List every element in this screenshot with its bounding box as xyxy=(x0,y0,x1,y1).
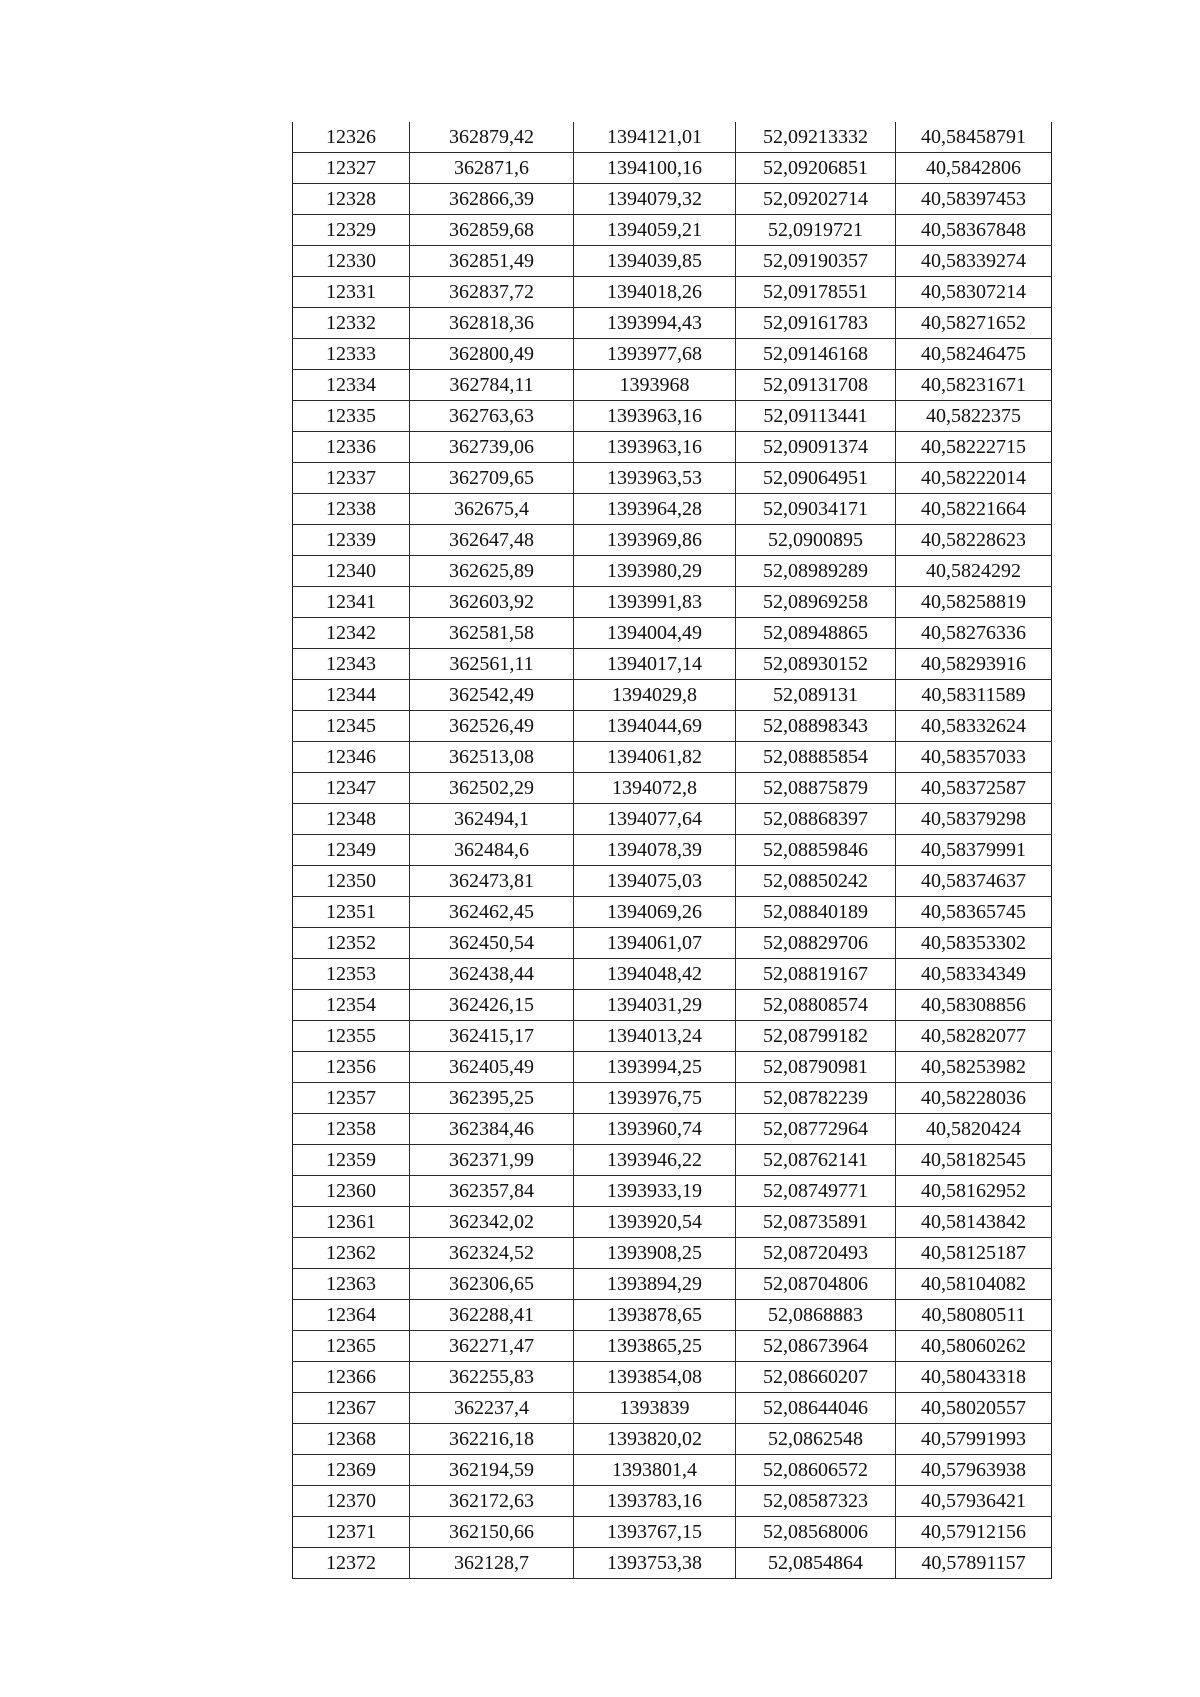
latitude-cell: 52,08790981 xyxy=(736,1052,896,1083)
table-row xyxy=(293,773,1052,804)
point-number-cell: 12350 xyxy=(293,866,410,897)
y-coordinate-cell: 1393801,4 xyxy=(574,1455,736,1486)
longitude-cell: 40,58458791 xyxy=(896,122,1052,153)
point-number-cell: 12346 xyxy=(293,742,410,773)
point-number-cell: 12357 xyxy=(293,1083,410,1114)
latitude-cell: 52,08720493 xyxy=(736,1238,896,1269)
longitude-cell: 40,5824292 xyxy=(896,556,1052,587)
latitude-cell: 52,09202714 xyxy=(736,184,896,215)
table-row xyxy=(293,525,1052,556)
point-number-cell: 12328 xyxy=(293,184,410,215)
point-number-cell: 12339 xyxy=(293,525,410,556)
y-coordinate-cell: 1393963,53 xyxy=(574,463,736,494)
latitude-cell: 52,09206851 xyxy=(736,153,896,184)
y-coordinate-cell: 1393865,25 xyxy=(574,1331,736,1362)
y-coordinate-cell: 1394100,16 xyxy=(574,153,736,184)
table-row xyxy=(293,1114,1052,1145)
longitude-cell: 40,58258819 xyxy=(896,587,1052,618)
table-row xyxy=(293,1362,1052,1393)
y-coordinate-cell: 1394069,26 xyxy=(574,897,736,928)
table-row xyxy=(293,153,1052,184)
latitude-cell: 52,0900895 xyxy=(736,525,896,556)
x-coordinate-cell: 362172,63 xyxy=(410,1486,574,1517)
x-coordinate-cell: 362818,36 xyxy=(410,308,574,339)
x-coordinate-cell: 362526,49 xyxy=(410,711,574,742)
x-coordinate-cell: 362603,92 xyxy=(410,587,574,618)
latitude-cell: 52,08799182 xyxy=(736,1021,896,1052)
y-coordinate-cell: 1393839 xyxy=(574,1393,736,1424)
x-coordinate-cell: 362542,49 xyxy=(410,680,574,711)
y-coordinate-cell: 1393980,29 xyxy=(574,556,736,587)
y-coordinate-cell: 1393767,15 xyxy=(574,1517,736,1548)
x-coordinate-cell: 362438,44 xyxy=(410,959,574,990)
longitude-cell: 40,5842806 xyxy=(896,153,1052,184)
y-coordinate-cell: 1393976,75 xyxy=(574,1083,736,1114)
latitude-cell: 52,08644046 xyxy=(736,1393,896,1424)
y-coordinate-cell: 1394061,82 xyxy=(574,742,736,773)
table-row xyxy=(293,1455,1052,1486)
longitude-cell: 40,58125187 xyxy=(896,1238,1052,1269)
longitude-cell: 40,58332624 xyxy=(896,711,1052,742)
longitude-cell: 40,5820424 xyxy=(896,1114,1052,1145)
y-coordinate-cell: 1394029,8 xyxy=(574,680,736,711)
table-row xyxy=(293,928,1052,959)
x-coordinate-cell: 362194,59 xyxy=(410,1455,574,1486)
y-coordinate-cell: 1394017,14 xyxy=(574,649,736,680)
x-coordinate-cell: 362150,66 xyxy=(410,1517,574,1548)
point-number-cell: 12348 xyxy=(293,804,410,835)
latitude-cell: 52,09113441 xyxy=(736,401,896,432)
point-number-cell: 12341 xyxy=(293,587,410,618)
y-coordinate-cell: 1393977,68 xyxy=(574,339,736,370)
latitude-cell: 52,08587323 xyxy=(736,1486,896,1517)
point-number-cell: 12330 xyxy=(293,246,410,277)
point-number-cell: 12370 xyxy=(293,1486,410,1517)
longitude-cell: 40,58162952 xyxy=(896,1176,1052,1207)
table-row xyxy=(293,1052,1052,1083)
latitude-cell: 52,08808574 xyxy=(736,990,896,1021)
table-row xyxy=(293,1393,1052,1424)
longitude-cell: 40,58365745 xyxy=(896,897,1052,928)
table-row xyxy=(293,370,1052,401)
y-coordinate-cell: 1393783,16 xyxy=(574,1486,736,1517)
x-coordinate-cell: 362859,68 xyxy=(410,215,574,246)
y-coordinate-cell: 1393963,16 xyxy=(574,432,736,463)
y-coordinate-cell: 1393908,25 xyxy=(574,1238,736,1269)
latitude-cell: 52,08660207 xyxy=(736,1362,896,1393)
table-row xyxy=(293,1548,1052,1579)
point-number-cell: 12356 xyxy=(293,1052,410,1083)
latitude-cell: 52,08606572 xyxy=(736,1455,896,1486)
point-number-cell: 12331 xyxy=(293,277,410,308)
y-coordinate-cell: 1393753,38 xyxy=(574,1548,736,1579)
x-coordinate-cell: 362384,46 xyxy=(410,1114,574,1145)
y-coordinate-cell: 1393968 xyxy=(574,370,736,401)
x-coordinate-cell: 362484,6 xyxy=(410,835,574,866)
point-number-cell: 12326 xyxy=(293,122,410,153)
x-coordinate-cell: 362324,52 xyxy=(410,1238,574,1269)
latitude-cell: 52,08850242 xyxy=(736,866,896,897)
latitude-cell: 52,08989289 xyxy=(736,556,896,587)
point-number-cell: 12362 xyxy=(293,1238,410,1269)
x-coordinate-cell: 362851,49 xyxy=(410,246,574,277)
x-coordinate-cell: 362879,42 xyxy=(410,122,574,153)
x-coordinate-cell: 362271,47 xyxy=(410,1331,574,1362)
latitude-cell: 52,09091374 xyxy=(736,432,896,463)
point-number-cell: 12353 xyxy=(293,959,410,990)
longitude-cell: 40,58311589 xyxy=(896,680,1052,711)
x-coordinate-cell: 362405,49 xyxy=(410,1052,574,1083)
latitude-cell: 52,09213332 xyxy=(736,122,896,153)
point-number-cell: 12351 xyxy=(293,897,410,928)
point-number-cell: 12369 xyxy=(293,1455,410,1486)
longitude-cell: 40,58253982 xyxy=(896,1052,1052,1083)
point-number-cell: 12342 xyxy=(293,618,410,649)
y-coordinate-cell: 1394072,8 xyxy=(574,773,736,804)
table-row xyxy=(293,897,1052,928)
table-row xyxy=(293,308,1052,339)
table-row xyxy=(293,618,1052,649)
longitude-cell: 40,58339274 xyxy=(896,246,1052,277)
longitude-cell: 40,58276336 xyxy=(896,618,1052,649)
x-coordinate-cell: 362306,65 xyxy=(410,1269,574,1300)
table-row xyxy=(293,184,1052,215)
point-number-cell: 12347 xyxy=(293,773,410,804)
latitude-cell: 52,08762141 xyxy=(736,1145,896,1176)
longitude-cell: 40,58367848 xyxy=(896,215,1052,246)
x-coordinate-cell: 362837,72 xyxy=(410,277,574,308)
latitude-cell: 52,09131708 xyxy=(736,370,896,401)
x-coordinate-cell: 362866,39 xyxy=(410,184,574,215)
x-coordinate-cell: 362581,58 xyxy=(410,618,574,649)
x-coordinate-cell: 362255,83 xyxy=(410,1362,574,1393)
y-coordinate-cell: 1393994,43 xyxy=(574,308,736,339)
longitude-cell: 40,58043318 xyxy=(896,1362,1052,1393)
y-coordinate-cell: 1393960,74 xyxy=(574,1114,736,1145)
y-coordinate-cell: 1394044,69 xyxy=(574,711,736,742)
x-coordinate-cell: 362237,4 xyxy=(410,1393,574,1424)
longitude-cell: 40,58228623 xyxy=(896,525,1052,556)
latitude-cell: 52,089131 xyxy=(736,680,896,711)
point-number-cell: 12332 xyxy=(293,308,410,339)
latitude-cell: 52,0868883 xyxy=(736,1300,896,1331)
x-coordinate-cell: 362450,54 xyxy=(410,928,574,959)
x-coordinate-cell: 362494,1 xyxy=(410,804,574,835)
point-number-cell: 12367 xyxy=(293,1393,410,1424)
x-coordinate-cell: 362288,41 xyxy=(410,1300,574,1331)
point-number-cell: 12340 xyxy=(293,556,410,587)
x-coordinate-cell: 362561,11 xyxy=(410,649,574,680)
point-number-cell: 12365 xyxy=(293,1331,410,1362)
latitude-cell: 52,08735891 xyxy=(736,1207,896,1238)
longitude-cell: 40,58104082 xyxy=(896,1269,1052,1300)
table-row xyxy=(293,587,1052,618)
y-coordinate-cell: 1393969,86 xyxy=(574,525,736,556)
longitude-cell: 40,58080511 xyxy=(896,1300,1052,1331)
point-number-cell: 12352 xyxy=(293,928,410,959)
y-coordinate-cell: 1393854,08 xyxy=(574,1362,736,1393)
longitude-cell: 40,58397453 xyxy=(896,184,1052,215)
table-row xyxy=(293,215,1052,246)
latitude-cell: 52,09190357 xyxy=(736,246,896,277)
coordinates-table xyxy=(292,122,1052,1579)
table-row xyxy=(293,1207,1052,1238)
point-number-cell: 12360 xyxy=(293,1176,410,1207)
longitude-cell: 40,58271652 xyxy=(896,308,1052,339)
table-row xyxy=(293,1331,1052,1362)
latitude-cell: 52,08859846 xyxy=(736,835,896,866)
latitude-cell: 52,08885854 xyxy=(736,742,896,773)
longitude-cell: 40,58231671 xyxy=(896,370,1052,401)
latitude-cell: 52,0919721 xyxy=(736,215,896,246)
x-coordinate-cell: 362784,11 xyxy=(410,370,574,401)
y-coordinate-cell: 1394031,29 xyxy=(574,990,736,1021)
longitude-cell: 40,58246475 xyxy=(896,339,1052,370)
point-number-cell: 12337 xyxy=(293,463,410,494)
latitude-cell: 52,08829706 xyxy=(736,928,896,959)
table-row xyxy=(293,277,1052,308)
point-number-cell: 12372 xyxy=(293,1548,410,1579)
table-row xyxy=(293,866,1052,897)
latitude-cell: 52,09034171 xyxy=(736,494,896,525)
x-coordinate-cell: 362357,84 xyxy=(410,1176,574,1207)
table-row xyxy=(293,1300,1052,1331)
latitude-cell: 52,08568006 xyxy=(736,1517,896,1548)
x-coordinate-cell: 362216,18 xyxy=(410,1424,574,1455)
longitude-cell: 40,58308856 xyxy=(896,990,1052,1021)
table-row xyxy=(293,463,1052,494)
y-coordinate-cell: 1394004,49 xyxy=(574,618,736,649)
table-row xyxy=(293,1083,1052,1114)
y-coordinate-cell: 1393933,19 xyxy=(574,1176,736,1207)
longitude-cell: 40,57912156 xyxy=(896,1517,1052,1548)
y-coordinate-cell: 1394079,32 xyxy=(574,184,736,215)
x-coordinate-cell: 362513,08 xyxy=(410,742,574,773)
table-row xyxy=(293,556,1052,587)
x-coordinate-cell: 362800,49 xyxy=(410,339,574,370)
point-number-cell: 12329 xyxy=(293,215,410,246)
y-coordinate-cell: 1393820,02 xyxy=(574,1424,736,1455)
table-row xyxy=(293,401,1052,432)
latitude-cell: 52,08782239 xyxy=(736,1083,896,1114)
coordinates-table-body xyxy=(293,122,1052,1579)
y-coordinate-cell: 1394048,42 xyxy=(574,959,736,990)
longitude-cell: 40,58307214 xyxy=(896,277,1052,308)
point-number-cell: 12344 xyxy=(293,680,410,711)
longitude-cell: 40,58020557 xyxy=(896,1393,1052,1424)
y-coordinate-cell: 1394018,26 xyxy=(574,277,736,308)
latitude-cell: 52,08673964 xyxy=(736,1331,896,1362)
table-row xyxy=(293,122,1052,153)
x-coordinate-cell: 362502,29 xyxy=(410,773,574,804)
point-number-cell: 12327 xyxy=(293,153,410,184)
y-coordinate-cell: 1394075,03 xyxy=(574,866,736,897)
latitude-cell: 52,08819167 xyxy=(736,959,896,990)
longitude-cell: 40,58379991 xyxy=(896,835,1052,866)
table-row xyxy=(293,649,1052,680)
point-number-cell: 12338 xyxy=(293,494,410,525)
point-number-cell: 12345 xyxy=(293,711,410,742)
latitude-cell: 52,08704806 xyxy=(736,1269,896,1300)
point-number-cell: 12354 xyxy=(293,990,410,1021)
table-row xyxy=(293,1238,1052,1269)
point-number-cell: 12333 xyxy=(293,339,410,370)
x-coordinate-cell: 362871,6 xyxy=(410,153,574,184)
table-row xyxy=(293,711,1052,742)
longitude-cell: 40,5822375 xyxy=(896,401,1052,432)
x-coordinate-cell: 362647,48 xyxy=(410,525,574,556)
x-coordinate-cell: 362371,99 xyxy=(410,1145,574,1176)
y-coordinate-cell: 1393994,25 xyxy=(574,1052,736,1083)
table-row xyxy=(293,680,1052,711)
latitude-cell: 52,08868397 xyxy=(736,804,896,835)
longitude-cell: 40,58334349 xyxy=(896,959,1052,990)
point-number-cell: 12355 xyxy=(293,1021,410,1052)
point-number-cell: 12334 xyxy=(293,370,410,401)
y-coordinate-cell: 1393946,22 xyxy=(574,1145,736,1176)
latitude-cell: 52,08875879 xyxy=(736,773,896,804)
x-coordinate-cell: 362709,65 xyxy=(410,463,574,494)
y-coordinate-cell: 1394059,21 xyxy=(574,215,736,246)
x-coordinate-cell: 362462,45 xyxy=(410,897,574,928)
y-coordinate-cell: 1394039,85 xyxy=(574,246,736,277)
table-row xyxy=(293,742,1052,773)
x-coordinate-cell: 362763,63 xyxy=(410,401,574,432)
point-number-cell: 12368 xyxy=(293,1424,410,1455)
y-coordinate-cell: 1394121,01 xyxy=(574,122,736,153)
longitude-cell: 40,58060262 xyxy=(896,1331,1052,1362)
x-coordinate-cell: 362342,02 xyxy=(410,1207,574,1238)
longitude-cell: 40,57936421 xyxy=(896,1486,1052,1517)
x-coordinate-cell: 362625,89 xyxy=(410,556,574,587)
point-number-cell: 12371 xyxy=(293,1517,410,1548)
longitude-cell: 40,58293916 xyxy=(896,649,1052,680)
latitude-cell: 52,08840189 xyxy=(736,897,896,928)
table-row xyxy=(293,1021,1052,1052)
longitude-cell: 40,57963938 xyxy=(896,1455,1052,1486)
y-coordinate-cell: 1393991,83 xyxy=(574,587,736,618)
longitude-cell: 40,58379298 xyxy=(896,804,1052,835)
table-row xyxy=(293,804,1052,835)
table-row xyxy=(293,1176,1052,1207)
longitude-cell: 40,58222715 xyxy=(896,432,1052,463)
latitude-cell: 52,09064951 xyxy=(736,463,896,494)
latitude-cell: 52,08749771 xyxy=(736,1176,896,1207)
x-coordinate-cell: 362415,17 xyxy=(410,1021,574,1052)
longitude-cell: 40,57991993 xyxy=(896,1424,1052,1455)
longitude-cell: 40,58282077 xyxy=(896,1021,1052,1052)
point-number-cell: 12358 xyxy=(293,1114,410,1145)
x-coordinate-cell: 362739,06 xyxy=(410,432,574,463)
longitude-cell: 40,58372587 xyxy=(896,773,1052,804)
longitude-cell: 40,58353302 xyxy=(896,928,1052,959)
longitude-cell: 40,58222014 xyxy=(896,463,1052,494)
x-coordinate-cell: 362675,4 xyxy=(410,494,574,525)
x-coordinate-cell: 362128,7 xyxy=(410,1548,574,1579)
y-coordinate-cell: 1393920,54 xyxy=(574,1207,736,1238)
latitude-cell: 52,0862548 xyxy=(736,1424,896,1455)
latitude-cell: 52,0854864 xyxy=(736,1548,896,1579)
table-row xyxy=(293,835,1052,866)
x-coordinate-cell: 362395,25 xyxy=(410,1083,574,1114)
x-coordinate-cell: 362426,15 xyxy=(410,990,574,1021)
table-row xyxy=(293,1424,1052,1455)
latitude-cell: 52,08969258 xyxy=(736,587,896,618)
longitude-cell: 40,58143842 xyxy=(896,1207,1052,1238)
y-coordinate-cell: 1394061,07 xyxy=(574,928,736,959)
latitude-cell: 52,08898343 xyxy=(736,711,896,742)
y-coordinate-cell: 1394078,39 xyxy=(574,835,736,866)
longitude-cell: 40,58357033 xyxy=(896,742,1052,773)
longitude-cell: 40,57891157 xyxy=(896,1548,1052,1579)
latitude-cell: 52,09146168 xyxy=(736,339,896,370)
point-number-cell: 12349 xyxy=(293,835,410,866)
table-row xyxy=(293,246,1052,277)
table-row xyxy=(293,1145,1052,1176)
y-coordinate-cell: 1393878,65 xyxy=(574,1300,736,1331)
y-coordinate-cell: 1394013,24 xyxy=(574,1021,736,1052)
table-row xyxy=(293,959,1052,990)
point-number-cell: 12359 xyxy=(293,1145,410,1176)
point-number-cell: 12343 xyxy=(293,649,410,680)
y-coordinate-cell: 1393963,16 xyxy=(574,401,736,432)
point-number-cell: 12363 xyxy=(293,1269,410,1300)
latitude-cell: 52,09161783 xyxy=(736,308,896,339)
table-row xyxy=(293,1486,1052,1517)
y-coordinate-cell: 1393964,28 xyxy=(574,494,736,525)
table-row xyxy=(293,990,1052,1021)
longitude-cell: 40,58221664 xyxy=(896,494,1052,525)
y-coordinate-cell: 1394077,64 xyxy=(574,804,736,835)
table-row xyxy=(293,1517,1052,1548)
latitude-cell: 52,09178551 xyxy=(736,277,896,308)
table-row xyxy=(293,432,1052,463)
x-coordinate-cell: 362473,81 xyxy=(410,866,574,897)
longitude-cell: 40,58228036 xyxy=(896,1083,1052,1114)
point-number-cell: 12366 xyxy=(293,1362,410,1393)
point-number-cell: 12335 xyxy=(293,401,410,432)
point-number-cell: 12361 xyxy=(293,1207,410,1238)
y-coordinate-cell: 1393894,29 xyxy=(574,1269,736,1300)
point-number-cell: 12364 xyxy=(293,1300,410,1331)
table-row xyxy=(293,494,1052,525)
table-row xyxy=(293,1269,1052,1300)
point-number-cell: 12336 xyxy=(293,432,410,463)
table-row xyxy=(293,339,1052,370)
latitude-cell: 52,08930152 xyxy=(736,649,896,680)
longitude-cell: 40,58374637 xyxy=(896,866,1052,897)
longitude-cell: 40,58182545 xyxy=(896,1145,1052,1176)
latitude-cell: 52,08772964 xyxy=(736,1114,896,1145)
latitude-cell: 52,08948865 xyxy=(736,618,896,649)
